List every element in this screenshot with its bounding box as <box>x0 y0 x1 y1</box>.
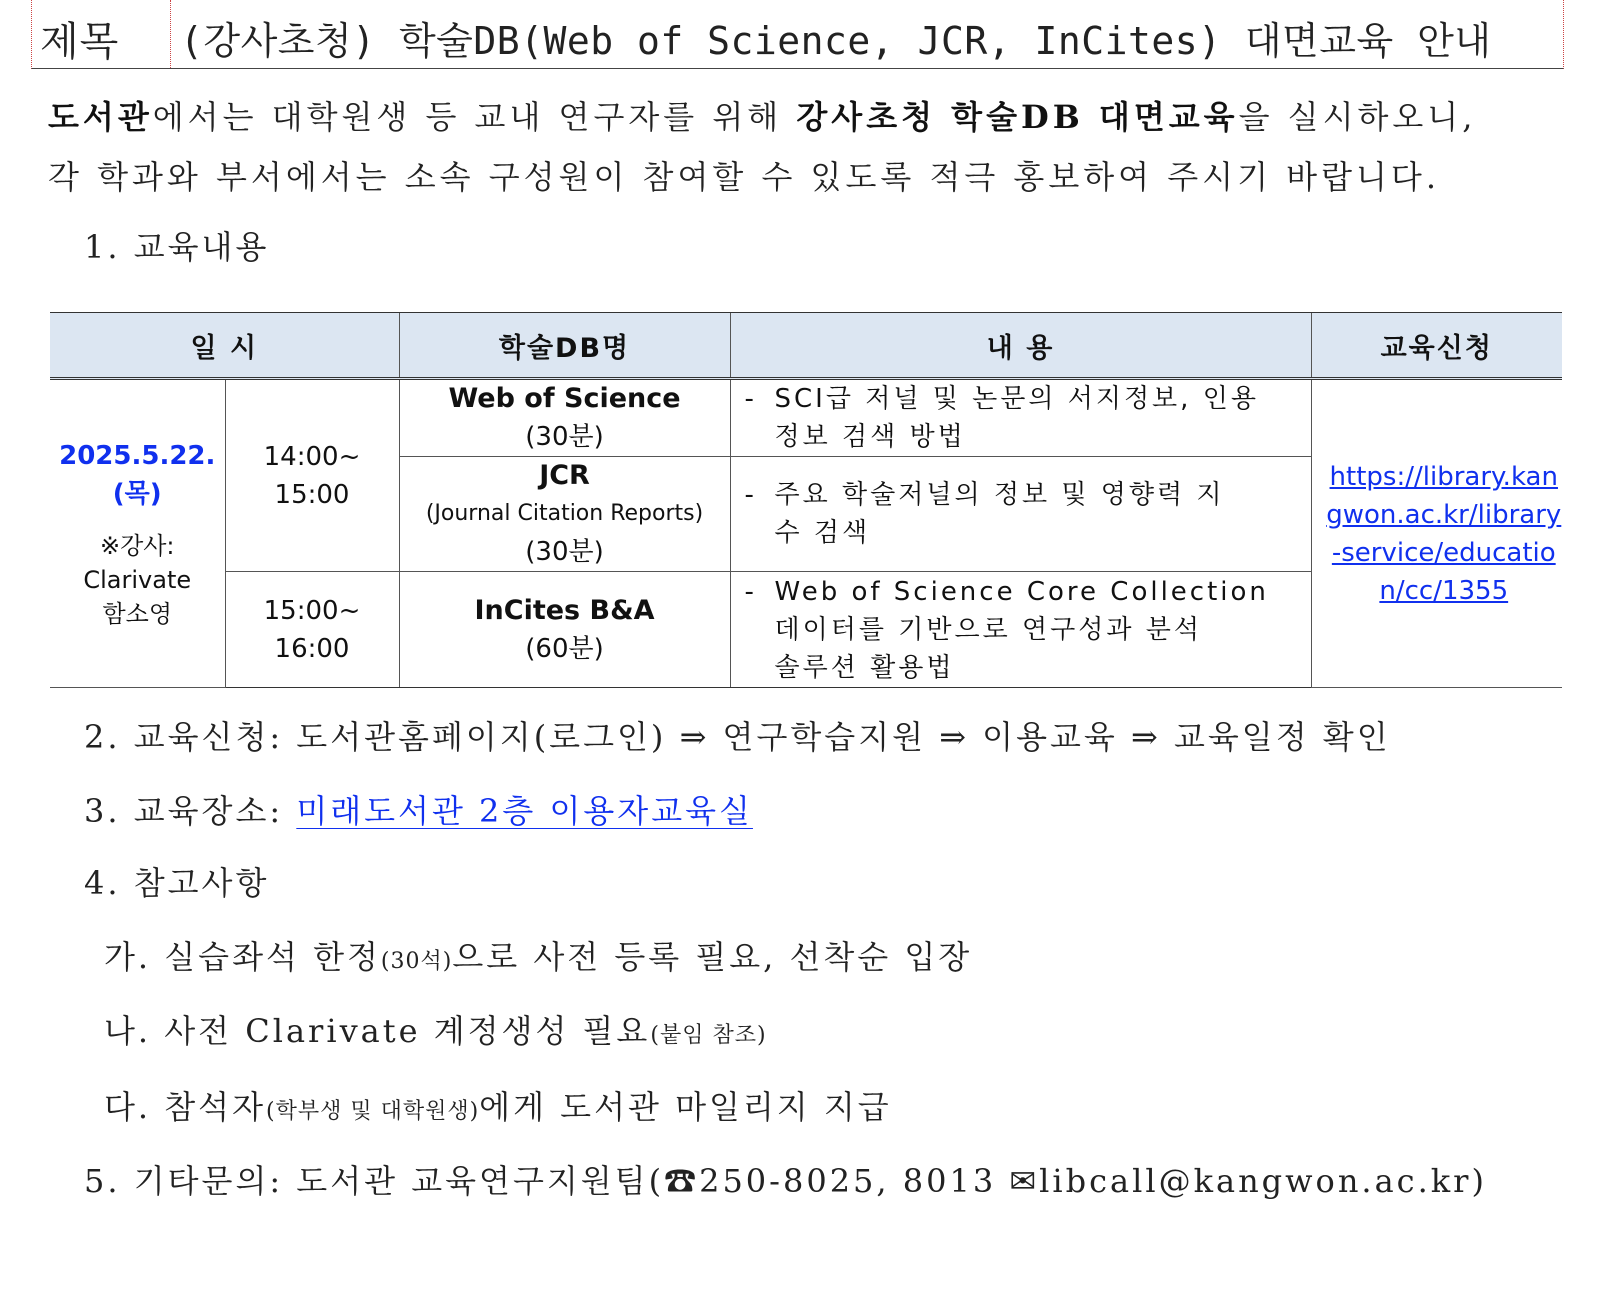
lecturer-name: 함소영 <box>102 599 173 628</box>
content-cell <box>730 572 1311 688</box>
content-text: 솔루션 활용법 <box>774 652 955 683</box>
location-link[interactable]: 미래도서관 2층 이용자교육실 <box>296 792 753 830</box>
db-name: Web of Science <box>448 383 681 414</box>
intro-text-2: 을 실시하오니, <box>1238 98 1477 136</box>
time-cell-2 <box>225 572 399 688</box>
title-label: 제목 <box>40 19 120 65</box>
note-small: (붙임 참조) <box>650 1023 767 1048</box>
title-bar <box>31 0 1564 69</box>
content-text: Web of Science Core Collection <box>774 576 1269 607</box>
content-text: 정보 검색 방법 <box>774 422 966 452</box>
note-item-ga <box>104 932 972 978</box>
content-dash: - <box>744 384 757 414</box>
db-name: JCR <box>539 460 590 491</box>
lecturer-company: Clarivate <box>83 565 192 594</box>
content-text: 주요 학술저널의 정보 및 영향력 지 <box>774 480 1225 510</box>
header-content: 내 용 <box>730 313 1311 379</box>
note-item-da <box>104 1082 892 1128</box>
note-item-na <box>104 1006 767 1052</box>
content-dash: - <box>744 576 757 607</box>
time-start: 14:00~ <box>263 441 361 472</box>
note-text: 으로 사전 등록 필요, 선착순 입장 <box>452 938 973 976</box>
db-cell <box>399 379 730 457</box>
section-1-title: 1. 교육내용 <box>84 228 270 266</box>
location-label: 3. 교육장소: <box>84 792 297 830</box>
lecturer-label: ※강사: <box>99 531 175 560</box>
note-text: 나. 사전 Clarivate 계정생성 필요 <box>104 1012 651 1050</box>
section-2-apply: 2. 교육신청: 도서관홈페이지(로그인) ⇒ 연구학습지원 ⇒ 이용교육 ⇒ 교육일정 확인 <box>84 718 1391 756</box>
content-text: 데이터를 기반으로 연구성과 분석 <box>774 614 1202 645</box>
db-name: InCites B&A <box>474 594 655 626</box>
header-db-name: 학술DB명 <box>399 313 730 379</box>
education-table <box>50 312 1562 688</box>
apply-link[interactable]: https://library.kangwon.ac.kr/library-service/education/cc/1355 <box>1311 379 1562 688</box>
db-duration: (30분) <box>525 537 604 567</box>
section-5-contact: 5. 기타문의: 도서관 교육연구지원팀(☎250-8025, 8013 ✉libcall@kangwon.ac.kr) <box>84 1162 1487 1200</box>
time-cell-1 <box>225 379 399 572</box>
intro-line-1 <box>48 92 1558 138</box>
header-apply: 교육신청 <box>1311 313 1562 379</box>
note-text: 에게 도서관 마일리지 지급 <box>479 1088 892 1126</box>
content-dash: - <box>744 480 757 510</box>
db-duration: (60분) <box>525 633 604 664</box>
intro-text-1: 에서는 대학원생 등 교내 연구자를 위해 <box>152 98 797 136</box>
db-cell <box>399 457 730 572</box>
content-text: 수 검색 <box>774 518 871 548</box>
event-date: 2025.5.22. <box>59 440 216 471</box>
section-3-location <box>84 786 753 832</box>
note-text: 가. 실습좌석 한정 <box>104 938 381 976</box>
time-start: 15:00~ <box>263 595 361 626</box>
time-end: 16:00 <box>274 633 350 664</box>
date-cell <box>50 379 225 688</box>
title-divider <box>170 0 171 68</box>
db-subtitle: (Journal Citation Reports) <box>425 501 704 526</box>
intro-line-2: 각 학과와 부서에서는 소속 구성원이 참여할 수 있도록 적극 홍보하여 주시기 바랍니다. <box>48 158 1440 196</box>
content-cell <box>730 379 1311 457</box>
content-cell <box>730 457 1311 572</box>
db-duration: (30분) <box>525 422 604 452</box>
note-small: (30석) <box>380 949 453 974</box>
db-cell <box>399 572 730 688</box>
time-end: 15:00 <box>274 479 350 510</box>
note-small: (학부생 및 대학원생) <box>266 1099 480 1124</box>
intro-bold-library: 도서관 <box>48 98 153 136</box>
content-text: SCI급 저널 및 논문의 서지정보, 인용 <box>774 384 1259 414</box>
document-title: (강사초청) 학술DB(Web of Science, JCR, InCites) 대면교육 안내 <box>180 19 1492 63</box>
intro-bold-course: 강사초청 학술DB 대면교육 <box>796 98 1239 136</box>
event-weekday: (목) <box>112 478 162 509</box>
lecturer-info <box>50 529 225 631</box>
header-datetime: 일 시 <box>50 313 399 379</box>
note-text: 다. 참석자 <box>104 1088 266 1126</box>
section-4-title: 4. 참고사항 <box>84 864 270 902</box>
